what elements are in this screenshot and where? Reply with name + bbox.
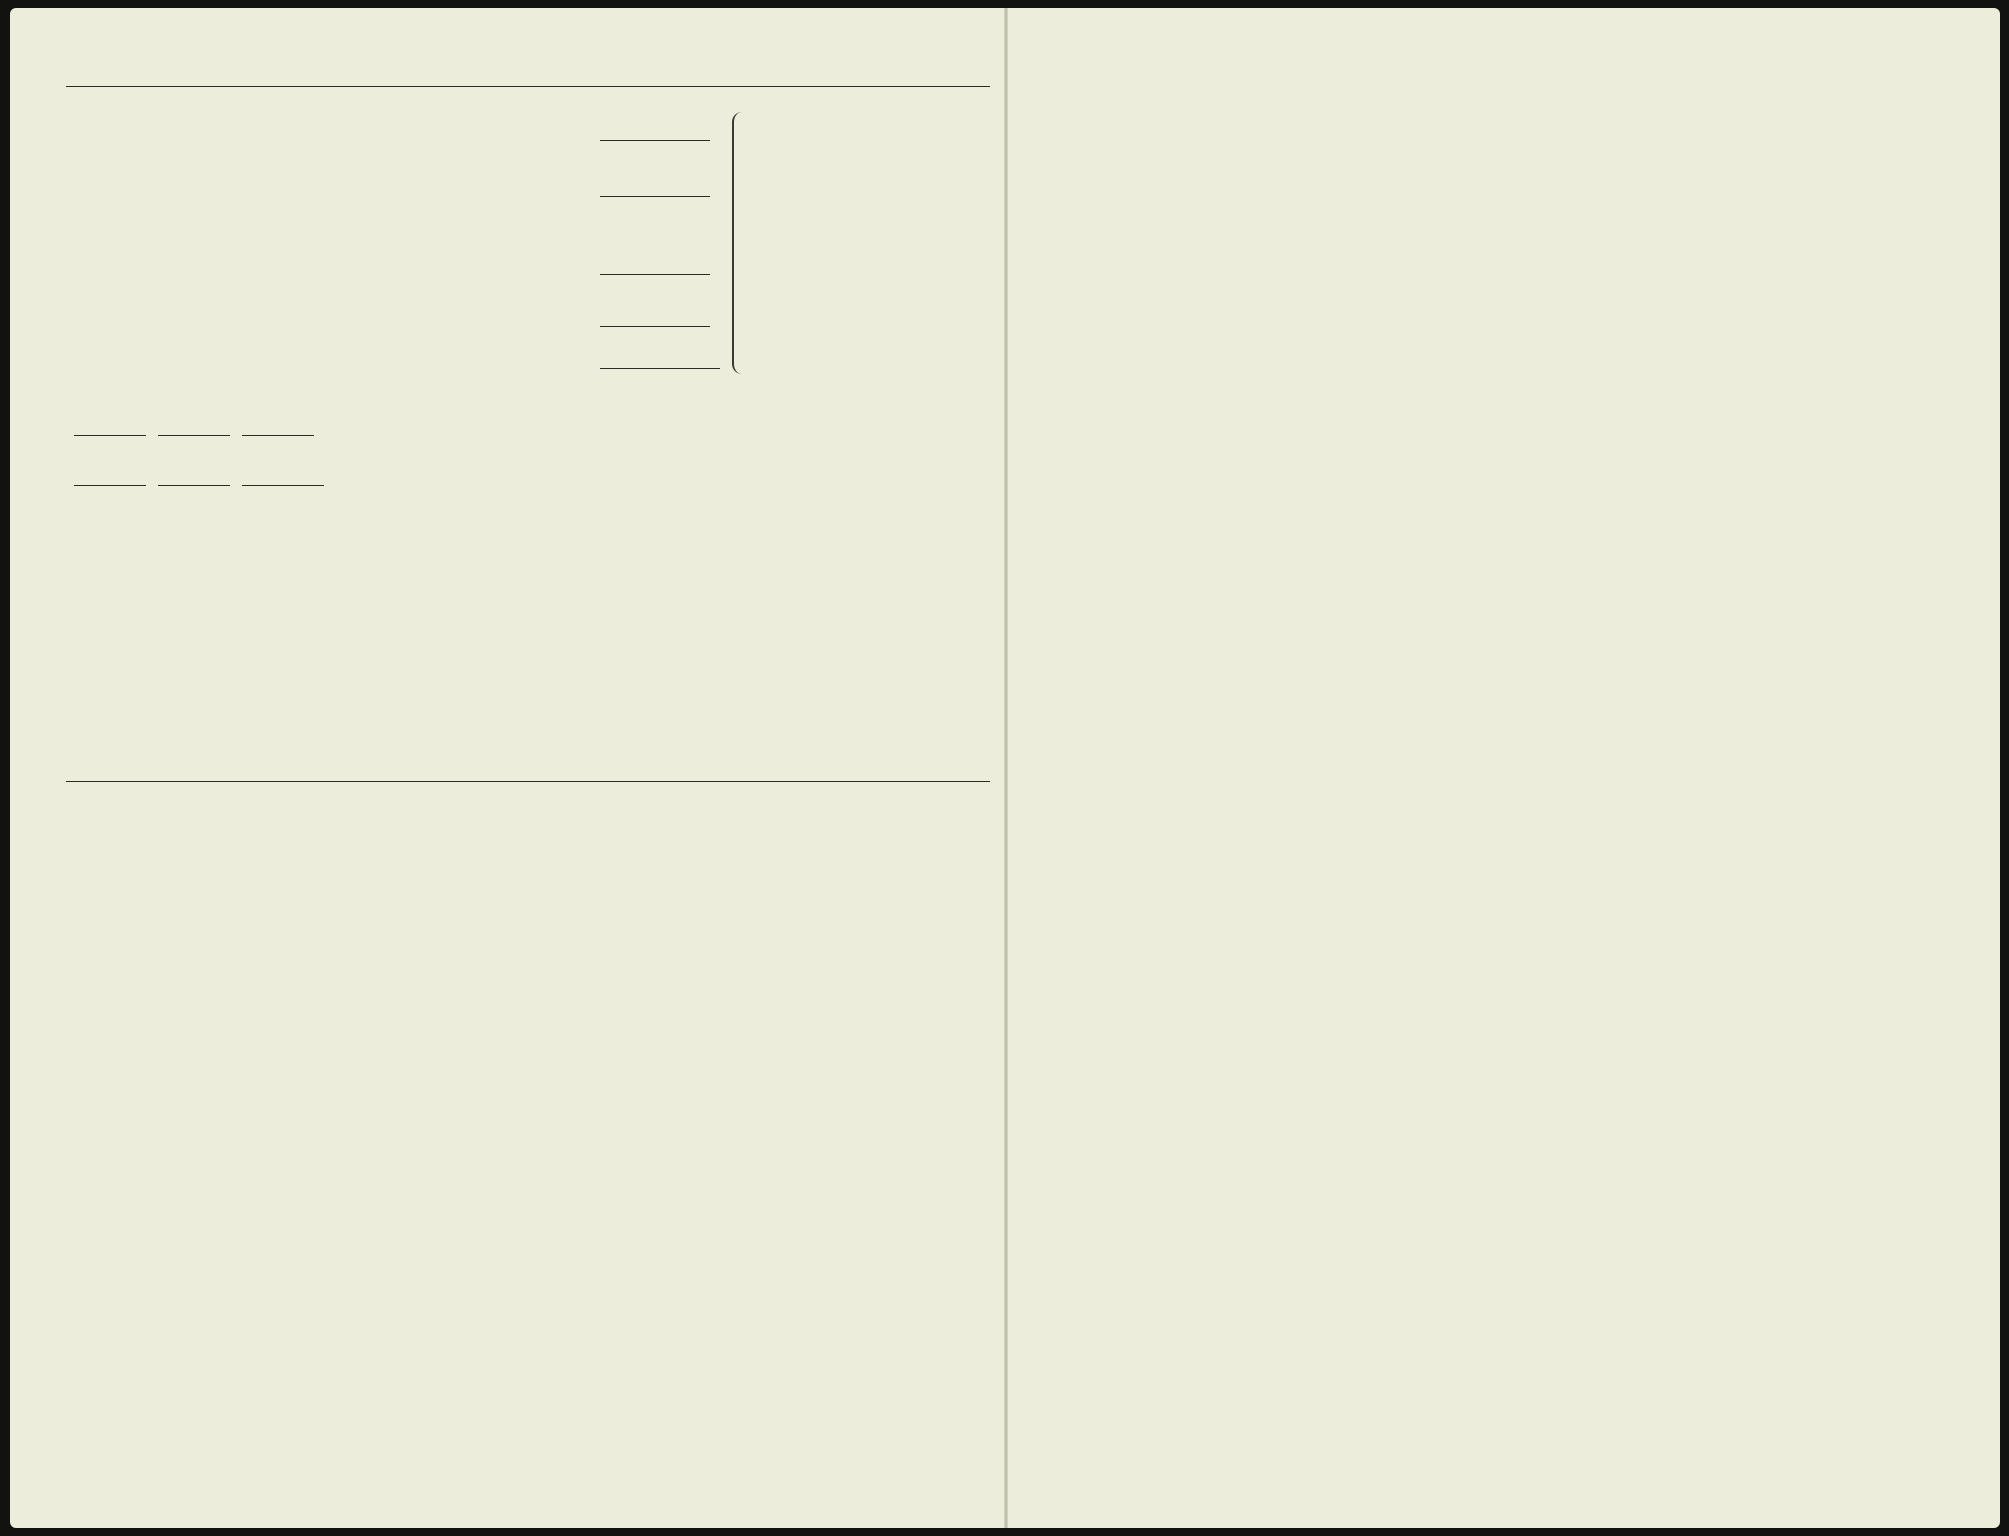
- household-2-status-line2: [60, 781, 990, 791]
- s2-male-count[interactable]: [74, 485, 146, 486]
- s2-total-count[interactable]: [242, 485, 324, 486]
- left-page: [60, 0, 990, 1520]
- s1-total-count[interactable]: [242, 435, 314, 436]
- household-2-rooms: [60, 805, 990, 1055]
- a-ordinary-rooms[interactable]: [600, 166, 710, 197]
- h1-summary-b-line2: [60, 450, 990, 486]
- page-fold: [1004, 8, 1008, 1528]
- side-brace: [732, 112, 746, 374]
- h1-summary-a-line2: [60, 400, 990, 436]
- s2-female-count[interactable]: [158, 485, 230, 486]
- a-small-rooms[interactable]: [600, 244, 710, 275]
- status-fill-line[interactable]: [66, 781, 990, 782]
- household-1-rooms: [60, 110, 990, 380]
- s1-male-count[interactable]: [74, 435, 146, 436]
- s1-female-count[interactable]: [158, 435, 230, 436]
- a-total-rooms[interactable]: [600, 338, 720, 369]
- household-1-status-line2: [60, 86, 990, 96]
- status-fill-line: [66, 86, 990, 87]
- a-kitchens[interactable]: [600, 110, 710, 141]
- a-summer-rooms[interactable]: [600, 296, 710, 327]
- household-2: [60, 775, 990, 1055]
- household-1: [60, 80, 990, 492]
